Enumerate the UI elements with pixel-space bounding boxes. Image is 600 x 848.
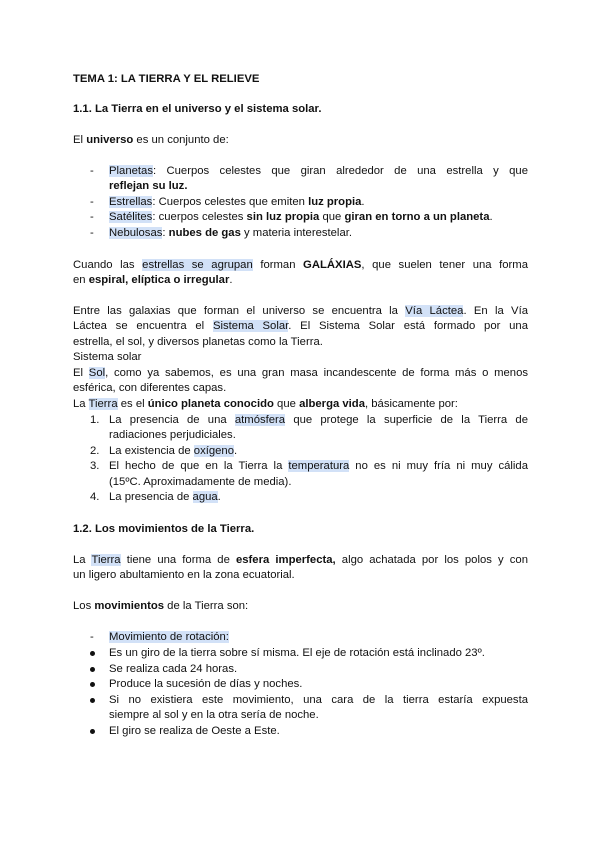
list-bullet bbox=[90, 677, 104, 692]
movimientos-intro: Los movimientos de la Tierra son: bbox=[73, 600, 249, 612]
bullet-item-dias-noches: Produce la sucesión de días y noches. bbox=[109, 678, 303, 690]
forma-paragraph-cont: un ligero abultamiento en la zona ecuatorial. bbox=[73, 569, 295, 581]
universe-intro: El universo es un conjunto de: bbox=[73, 134, 229, 146]
bullet-item-oeste-este: El giro se realiza de Oeste a Este. bbox=[109, 725, 280, 737]
tierra-paragraph: La Tierra es el único planeta conocido que alberga vida, básicamente por: bbox=[73, 398, 458, 410]
list-dash: - bbox=[90, 227, 94, 239]
numbered-item-oxigeno: La existencia de oxígeno. bbox=[109, 445, 238, 457]
list-dash: - bbox=[90, 196, 94, 208]
numbered-item-atmosfera: La presencia de una atmósfera que protege la superficie de la Tierra de bbox=[109, 414, 528, 426]
list-dash: - bbox=[90, 631, 94, 643]
list-number: 4. bbox=[90, 491, 100, 503]
numbered-item-agua: La presencia de agua. bbox=[109, 491, 221, 503]
sistema-solar-label: Sistema solar bbox=[73, 351, 142, 363]
galaxias-paragraph-cont: en espiral, elíptica o irregular. bbox=[73, 274, 233, 286]
numbered-item-temperatura-cont: (15ºC. Aproximadamente de media). bbox=[109, 476, 292, 488]
via-lactea-paragraph-end: estrella, el sol, y diversos planetas como la Tierra. bbox=[73, 336, 323, 348]
list-item-nebulosas: Nebulosas: nubes de gas y materia interestelar. bbox=[109, 227, 353, 239]
via-lactea-paragraph-cont: Láctea se encuentra el Sistema Solar. El Sistema Solar está formado por una bbox=[73, 320, 528, 332]
list-number: 3. bbox=[90, 460, 100, 472]
rotacion-label: Movimiento de rotación: bbox=[109, 631, 229, 643]
section-2-heading: 1.2. Los movimientos de la Tierra. bbox=[73, 523, 255, 535]
list-bullet bbox=[90, 662, 104, 677]
list-item-satelites: Satélites: cuerpos celestes sin luz propia que giran en torno a un planeta. bbox=[109, 211, 493, 223]
forma-paragraph: La Tierra tiene una forma de esfera imperfecta, algo achatada por los polos y con bbox=[73, 554, 528, 566]
bullet-item-24-horas: Se realiza cada 24 horas. bbox=[109, 663, 238, 675]
list-number: 1. bbox=[90, 414, 100, 426]
numbered-item-temperatura: El hecho de que en la Tierra la temperatura no es ni muy fría ni muy cálida bbox=[109, 460, 529, 472]
bullet-item-sin-movimiento-cont: siempre al sol y en la otra sería de noche. bbox=[109, 709, 319, 721]
numbered-item-atmosfera-cont: radiaciones perjudiciales. bbox=[109, 429, 236, 441]
bullet-item-giro-eje: Es un giro de la tierra sobre sí misma. El eje de rotación está inclinado 23º. bbox=[109, 647, 485, 659]
list-item-estrellas: Estrellas: Cuerpos celestes que emiten luz propia. bbox=[109, 196, 365, 208]
sol-paragraph-cont: esférica, con diferentes capas. bbox=[73, 382, 227, 394]
list-bullet bbox=[90, 724, 104, 739]
via-lactea-paragraph: Entre las galaxias que forman el universo se encuentra la Vía Láctea. En la Vía bbox=[73, 305, 529, 317]
list-item-planetas-cont: reflejan su luz. bbox=[109, 180, 188, 192]
list-bullet bbox=[90, 646, 104, 661]
section-1-heading: 1.1. La Tierra en el universo y el sistema solar. bbox=[73, 103, 322, 115]
list-dash: - bbox=[90, 165, 94, 177]
list-item-planetas: Planetas: Cuerpos celestes que giran alrededor de una estrella y que bbox=[109, 165, 528, 177]
bullet-item-sin-movimiento: Si no existiera este movimiento, una cara de la tierra estaría expuesta bbox=[109, 694, 528, 706]
galaxias-paragraph: Cuando las estrellas se agrupan forman GALÁXIAS, que suelen tener una forma bbox=[73, 259, 529, 271]
list-number: 2. bbox=[90, 445, 100, 457]
list-bullet bbox=[90, 693, 104, 708]
sol-paragraph: El Sol, como ya sabemos, es una gran masa incandescente de forma más o menos bbox=[73, 367, 529, 379]
document-title: TEMA 1: LA TIERRA Y EL RELIEVE bbox=[73, 73, 260, 85]
list-dash: - bbox=[90, 211, 94, 223]
